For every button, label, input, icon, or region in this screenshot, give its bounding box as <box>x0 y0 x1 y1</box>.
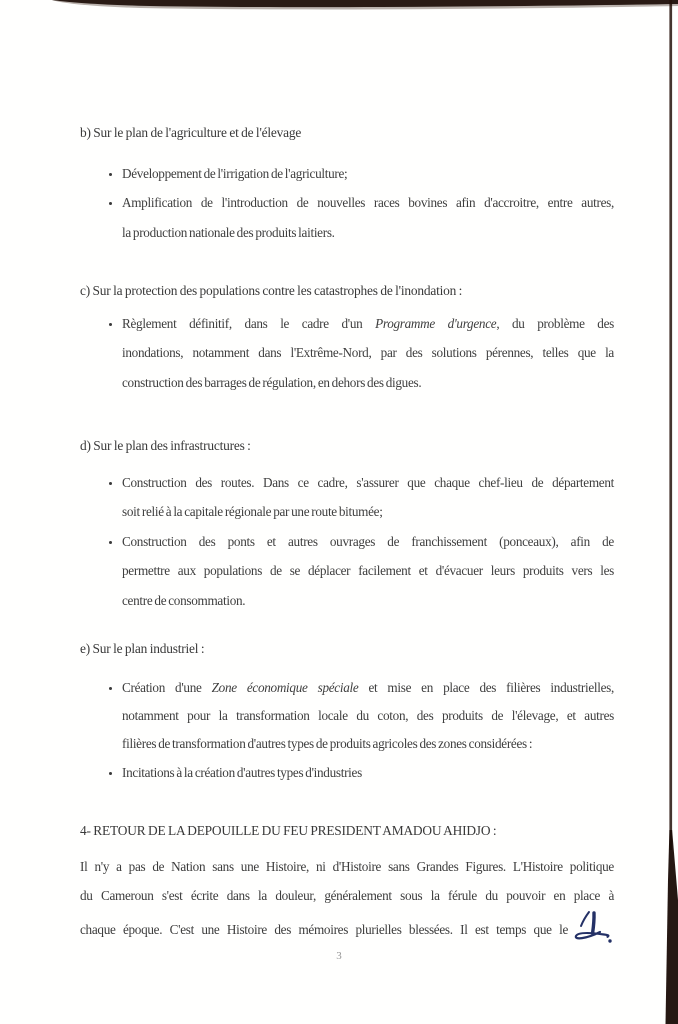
bullet-line: construction des barrages de régulation, en dehors des digues. <box>122 374 422 390</box>
section-b-bullets <box>80 159 614 247</box>
bullet-line: soit relié à la capitale régionale par une route bitumée; <box>122 504 383 520</box>
list-item <box>122 674 614 759</box>
list-item <box>122 759 614 787</box>
section-heading-retour <box>80 821 614 841</box>
section-heading-d <box>80 436 614 456</box>
list-item <box>122 188 614 247</box>
bullet-line: • Construction des routes. Dans ce cadre, s'assurer que chaque chef-lieu de département <box>122 475 614 490</box>
section-heading-e-text: e) Sur le plan industriel : <box>80 641 205 656</box>
paragraph-line: du Cameroun s'est écrite dans la douleur, généralement sous la férule du pouvoir en place à <box>80 888 614 903</box>
page-number: 3 <box>336 950 342 962</box>
bullet-line: • Incitations à la création d'autres types d'industries <box>122 764 362 780</box>
bullet-line <box>122 674 614 702</box>
bullet-line: • Amplification de l'introduction de nouvelles races bovines afin d'accroitre, entre autres, <box>122 195 614 211</box>
section-d-bullets <box>80 468 614 615</box>
section-e-bullets <box>80 674 614 787</box>
section-heading-retour-text: 4- RETOUR DE LA DEPOUILLE DU FEU PRESIDENT AMADOU AHIDJO : <box>80 823 497 838</box>
section-heading-e <box>80 639 614 659</box>
bullet-text: Règlement définitif, dans le cadre d'un <box>122 316 376 331</box>
list-item <box>122 159 614 188</box>
section-heading-c-text: c) Sur la protection des populations contre les catastrophes de l'inondation : <box>80 283 463 298</box>
bullet-line: centre de consommation. <box>122 592 246 608</box>
bullet-line: permettre aux populations de se déplacer facilement et d'évacuer leurs produits vers les <box>122 563 614 579</box>
italic-phrase: Zone économique spéciale <box>211 680 359 695</box>
section-heading-c <box>80 281 614 301</box>
paragraph-text: chaque époque. C'est une Histoire des mémoires plurielles blessées. Il est temps que le <box>80 922 568 937</box>
section-heading-b-text: b) Sur le plan de l'agriculture et de l'élevage <box>80 125 302 140</box>
retour-paragraph <box>80 852 614 960</box>
bullet-text: et mise en place des filières industrielles, <box>358 680 614 695</box>
section-heading-d-text: d) Sur le plan des infrastructures : <box>80 438 251 453</box>
bullet-text: Création d'une <box>122 680 212 695</box>
list-item <box>122 309 614 397</box>
bullet-line <box>122 309 614 338</box>
italic-phrase: Programme d'urgence <box>375 316 497 331</box>
bullet-line: inondations, notamment dans l'Extrême-Nord, par des solutions pérennes, telles que la <box>122 345 614 361</box>
bullet-line: notamment pour la transformation locale du coton, des produits de l'élevage, et autres <box>122 708 614 724</box>
bullet-line: la production nationale des produits laitiers. <box>122 224 335 240</box>
paragraph-line: Il n'y a pas de Nation sans une Histoire, ni d'Histoire sans Grandes Figures. L'Histoire politique <box>80 859 614 874</box>
bullet-line: filières de transformation d'autres types de produits agricoles des zones considérées : <box>122 736 533 752</box>
list-item <box>122 468 614 527</box>
list-item <box>122 527 614 615</box>
bullet-line: • Construction des ponts et autres ouvrages de franchissement (ponceaux), afin de <box>122 533 614 549</box>
section-heading-b <box>80 123 614 143</box>
bullet-text: , du problème des <box>496 316 614 331</box>
bullet-line: • Développement de l'irrigation de l'agriculture; <box>122 166 348 181</box>
section-c-bullets <box>80 309 614 397</box>
